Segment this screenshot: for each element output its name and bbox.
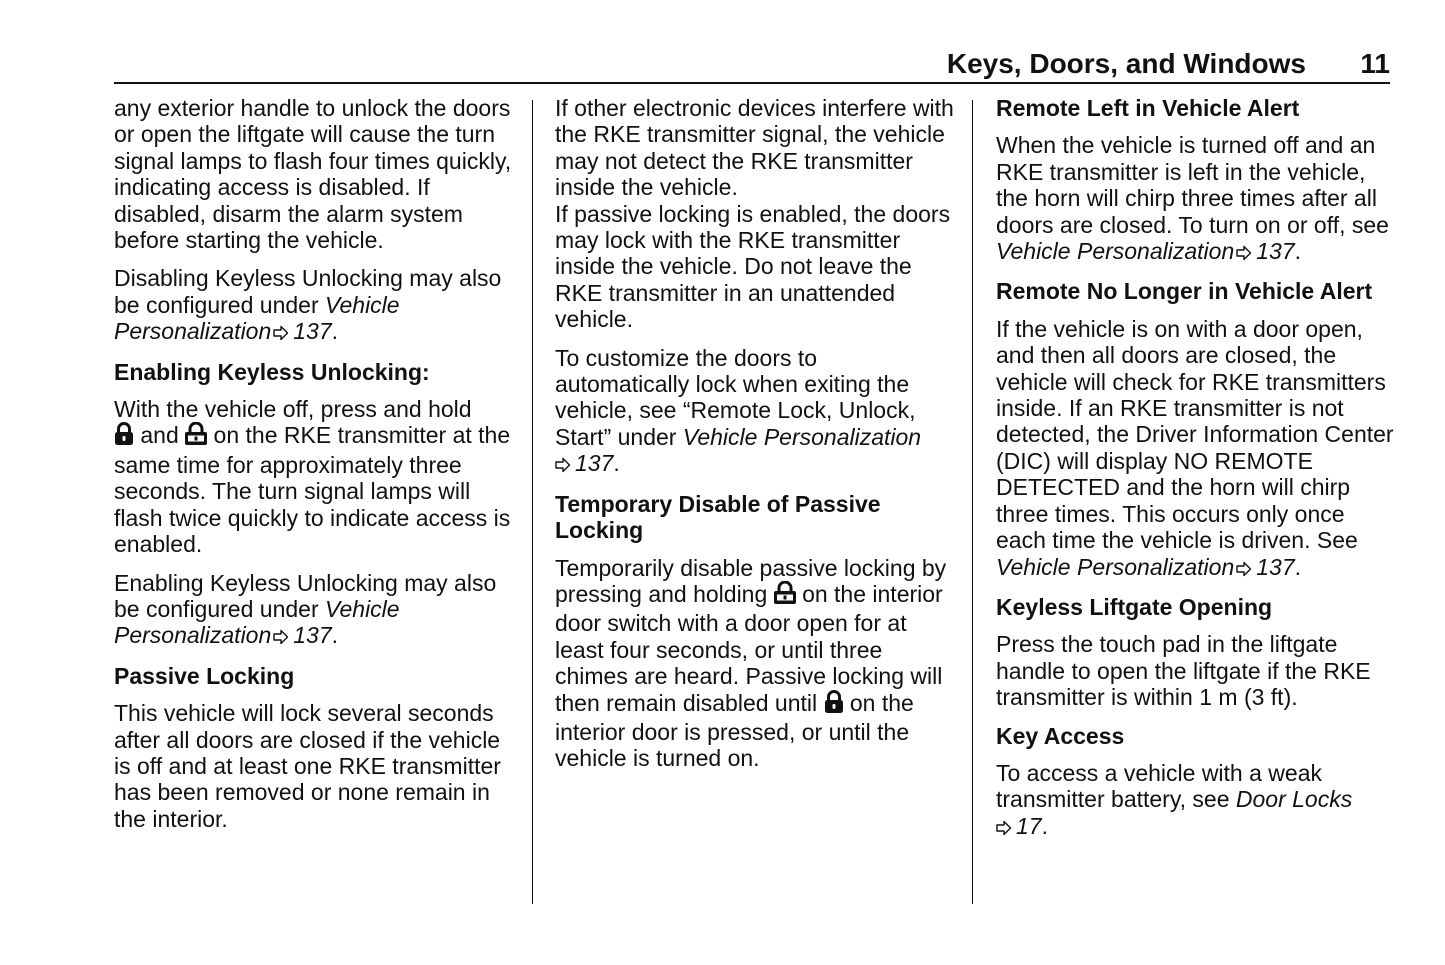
unlock-icon [185,422,207,451]
subheading-enabling-keyless: Enabling Keyless Unlocking: [114,358,430,385]
cross-reference-link[interactable]: Vehicle Personalization [996,553,1235,580]
subheading-passive-locking: Passive Locking [114,662,295,689]
cross-reference-page[interactable]: 137 [293,622,332,649]
paragraph: If the vehicle is on with a door open, and then all doors are closed, the vehicle will check for RKE transmitters inside. If an RKE transmitter is not detected, the Driver Information Center (DIC) will display NO REMOTE DETECTED and the horn will chirp three times. This occurs only once each time the vehicle is driven. See Vehicle Personalization 137. [996,316,1396,582]
page-header [114,46,1390,84]
paragraph: When the vehicle is turned off and an RKE transmitter is left in the vehicle, the horn will chirp three times after all doors are closed. To turn on or off, see Vehicle Personalization 137. [996,132,1396,266]
paragraph: If other electronic devices interfere with the RKE transmitter signal, the vehicle may not detect the RKE transmitter inside the vehicle. [555,95,954,201]
column-divider [532,100,533,904]
page-reference-arrow-icon [555,452,571,478]
page-reference-arrow-icon [273,320,289,346]
column-right [996,95,1396,853]
subheading-key-access: Key Access [996,722,1125,749]
paragraph-text: and [140,422,179,449]
cross-reference-link[interactable]: Door Locks [1235,786,1353,813]
cross-reference-page[interactable]: 17 [1016,812,1042,839]
paragraph: any exterior handle to unlock the doors or open the liftgate will cause the turn signal lamps to flash four times quickly, indicating access is disabled. If disabled, disarm the alarm system before starting the vehicle. [114,95,512,254]
paragraph-text: Enabling Keyless Unlocking may also be configured under [114,569,497,622]
paragraph-text: on the interior door switch with a door open for at least four seconds, or until three chimes are heard. Passive locking will then remain disabled until [555,580,943,716]
subheading-temporary-disable: Temporary Disable of Passive Locking [555,490,881,544]
page-reference-arrow-icon [273,624,289,650]
section-title: Keys, Doors, and Windows [946,48,1306,79]
subheading-keyless-liftgate: Keyless Liftgate Opening [996,593,1273,620]
page-reference-arrow-icon [996,815,1012,841]
cross-reference-page[interactable]: 137 [1256,238,1295,265]
paragraph: Enabling Keyless Unlocking may also be configured under Vehicle Personalization 137. [114,570,514,651]
paragraph: This vehicle will lock several seconds after all doors are closed if the vehicle is off and at least one RKE transmitter has been removed or none remain in the interior. [114,700,501,832]
subheading-remote-no-longer-alert: Remote No Longer in Vehicle Alert [996,278,1373,305]
page-number: 11 [1360,48,1390,79]
paragraph: Disabling Keyless Unlocking may also be configured under Vehicle Personalization 137. [114,265,514,346]
paragraph-text: To access a vehicle with a weak transmitter battery, see [996,759,1322,813]
paragraph [555,555,955,772]
cross-reference-link[interactable]: Vehicle Personalization [996,238,1235,265]
subheading-remote-left-alert: Remote Left in Vehicle Alert [996,95,1300,121]
paragraph-text: on the interior door is pressed, or until the vehicle is turned on. [555,689,914,772]
paragraph: To customize the doors to automatically lock when exiting the vehicle, see “Remote Lock, Unlock, Start” under Vehicle Personalization 137. [555,345,955,479]
cross-reference-link[interactable]: Vehicle Personalization [114,291,400,345]
page-reference-arrow-icon [1236,240,1252,266]
page-reference-arrow-icon [1236,556,1252,582]
paragraph-text: When the vehicle is turned off and an RKE transmitter is left in the vehicle, the horn will chirp three times after all doors are closed. To turn on or off, see [996,132,1389,238]
cross-reference-link[interactable]: Vehicle Personalization [682,423,922,450]
paragraph-text: Disabling Keyless Unlocking may also be configured under [114,265,502,318]
lock-icon [824,690,844,719]
unlock-icon [774,581,796,610]
column-middle [555,95,955,784]
paragraph-text: To customize the doors to automatically lock when exiting the vehicle, see “Remote Lock, Unlock, Start” under [555,344,916,450]
cross-reference-link[interactable]: Vehicle Personalization [114,595,400,649]
paragraph-text: Temporarily disable passive locking by pressing and holding [555,554,947,607]
lock-icon [114,422,134,451]
paragraph [114,396,514,557]
paragraph-text: If the vehicle is on with a door open, and then all doors are closed, the vehicle will check for RKE transmitters inside. If an RKE transmitter is not detected, the Driver Information Center (DIC) will display NO REMOTE DETECTED and the horn will chirp three times. This occurs only once each time the vehicle is driven. See [996,315,1394,554]
paragraph: To access a vehicle with a weak transmitter battery, see Door Locks 17. [996,760,1396,841]
paragraph-text: on the RKE transmitter at the same time for approximately three seconds. The turn signal lamps will flash twice quickly to indicate access is enabled. [114,422,511,558]
column-left [114,95,514,844]
paragraph-text: With the vehicle off, press and hold [114,396,472,423]
cross-reference-page[interactable]: 137 [1256,553,1295,580]
paragraph: If passive locking is enabled, the doors may lock with the RKE transmitter inside the vehicle. Do not leave the RKE transmitter in an unattended vehicle. [555,200,951,333]
cross-reference-page[interactable]: 137 [575,450,614,477]
paragraph: Press the touch pad in the liftgate handle to open the liftgate if the RKE transmitter is within 1 m (3 ft). [996,631,1371,711]
cross-reference-page[interactable]: 137 [293,318,332,345]
column-divider [972,100,973,904]
